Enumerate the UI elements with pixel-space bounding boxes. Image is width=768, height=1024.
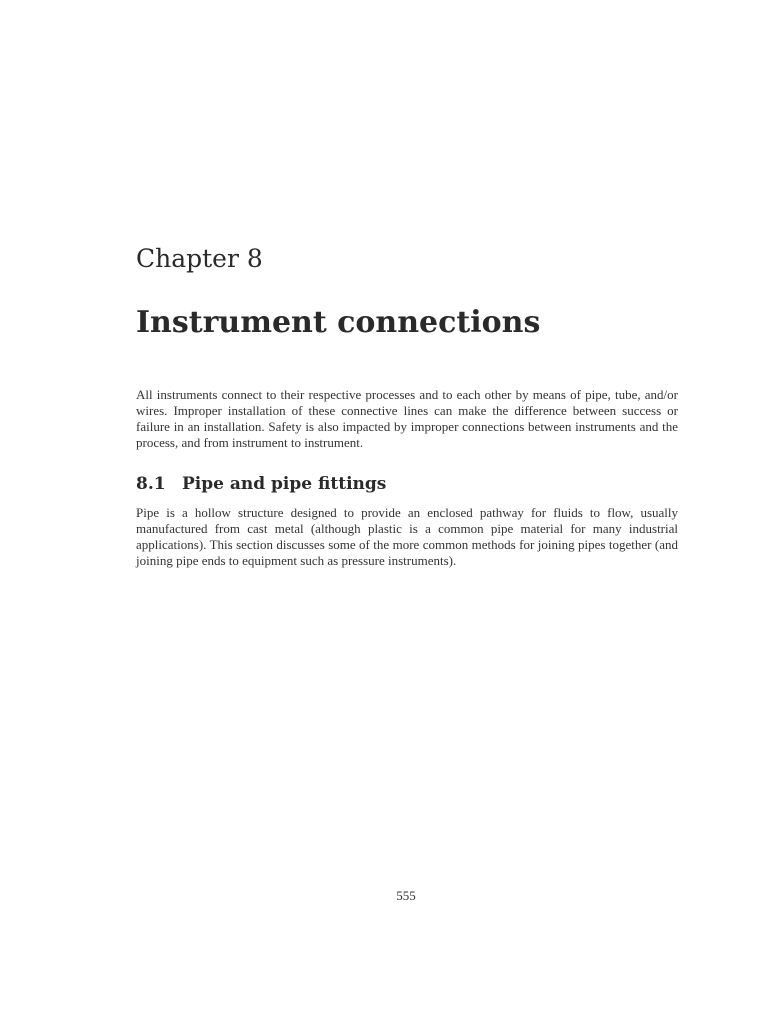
page-number: 555 (396, 888, 416, 903)
chapter-title: Instrument connections (136, 305, 541, 340)
chapter-label: Chapter 8 (136, 244, 263, 273)
section-number: 8.1 (136, 474, 166, 494)
section-heading (136, 474, 386, 494)
section-paragraph: Pipe is a hollow structure designed to provide an enclosed pathway for fluids to flow, usually manufactured from cast metal (although plastic is a common pipe material for many industrial applications). This section discusses some of the more common methods for joining pipes together (and joining pipe ends to equipment such as pressure instruments). (136, 505, 678, 568)
intro-paragraph: All instruments connect to their respective processes and to each other by means of pipe, tube, and/or wires. Improper installation of these connective lines can make the difference between success or failure in an installation. Safety is also impacted by improper connections between instruments and the process, and from instrument to instrument. (136, 387, 678, 450)
section-title: Pipe and pipe fittings (182, 474, 387, 494)
